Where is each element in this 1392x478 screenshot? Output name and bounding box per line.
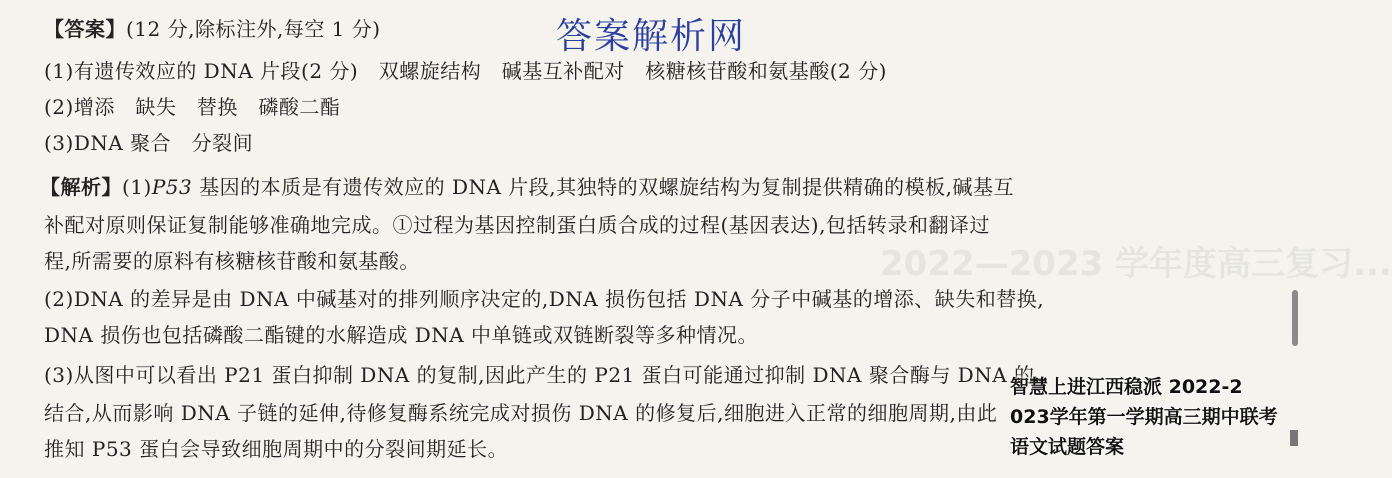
analysis-line-6: (3)从图中可以看出 P21 蛋白抑制 DNA 的复制,因此产生的 P21 蛋白可能通过抑制 DNA 聚合酶与 DNA 的: [44, 363, 1035, 387]
analysis-line-2: 补配对原则保证复制能够准确地完成。①过程为基因控制蛋白质合成的过程(基因表达),包括转录和翻译过: [44, 213, 990, 237]
overlay-caption-line-2: 023学年第一学期高三期中联考: [1010, 406, 1278, 428]
overlay-caption-line-3: 语文试题答案: [1010, 436, 1125, 458]
analysis-line-5: DNA 损伤也包括磷酸二酯键的水解造成 DNA 中单链或双链断裂等多种情况。: [44, 323, 759, 347]
vertical-scrollbar-thumb[interactable]: [1292, 290, 1298, 346]
faint-background-heading: 2022—2023 学年度高三复习...: [880, 244, 1392, 284]
analysis-tag: 【解析】: [40, 175, 122, 199]
analysis-p1-text: 基因的本质是有遗传效应的 DNA 片段,其独特的双螺旋结构为复制提供精确的模板,碱基互: [192, 175, 1015, 199]
gene-name: P53: [151, 175, 193, 199]
analysis-line-7: 结合,从而影响 DNA 子链的延伸,待修复酶系统完成对损伤 DNA 的修复后,细胞进入正常的细胞周期,由此: [44, 401, 998, 425]
answer-header: [44, 14, 381, 44]
analysis-line-3: 程,所需要的原料有核糖核苷酸和氨基酸。: [44, 249, 420, 273]
answer-line-1: (1)有遗传效应的 DNA 片段(2 分) 双螺旋结构 碱基互补配对 核糖核苷酸和氨基酸(2 分): [44, 59, 887, 83]
analysis-line-4: (2)DNA 的差异是由 DNA 中碱基对的排列顺序决定的,DNA 损伤包括 DNA 分子中碱基的增添、缺失和替换,: [44, 287, 1045, 311]
overlay-caption: [1002, 372, 1302, 462]
overlay-caption-line-1: 智慧上进江西稳派 2022-2: [1010, 376, 1243, 398]
analysis-p1-prefix: (1): [122, 175, 152, 199]
analysis-line-8: 推知 P53 蛋白会导致细胞周期中的分裂间期延长。: [44, 437, 509, 461]
analysis-line-1: [40, 172, 1014, 202]
answer-tag: 【答案】: [44, 17, 126, 41]
answer-line-2: (2)增添 缺失 替换 磷酸二酯: [44, 95, 341, 119]
answer-line-3: (3)DNA 聚合 分裂间: [44, 131, 254, 155]
answer-score-note: (12 分,除标注外,每空 1 分): [126, 17, 381, 41]
scroll-down-handle[interactable]: [1290, 430, 1298, 446]
site-watermark: 答案解析网: [556, 16, 747, 57]
